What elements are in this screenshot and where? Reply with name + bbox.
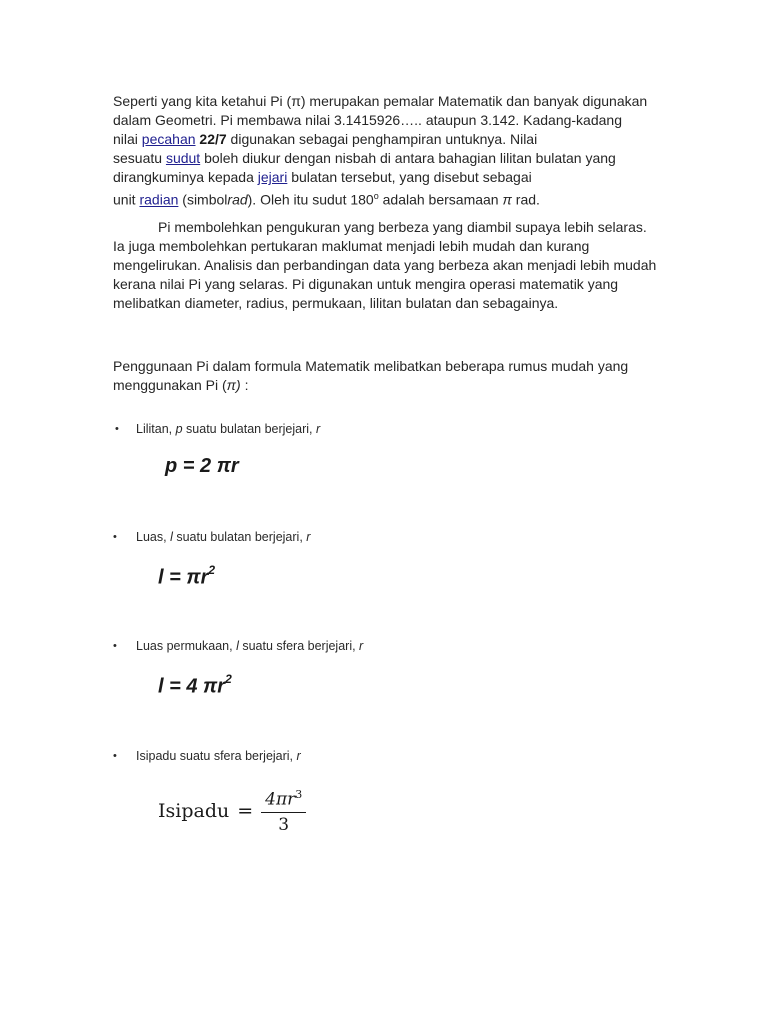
fraction	[261, 788, 306, 835]
numerator-text: 4πr	[265, 789, 296, 810]
var: p	[175, 422, 183, 436]
text: :	[240, 377, 249, 393]
degree-mark: o	[373, 191, 379, 201]
para1-line6	[113, 187, 540, 210]
text: Luas permukaan,	[136, 639, 237, 653]
text: dirangkuminya kepada	[113, 169, 258, 185]
text: suatu sfera berjejari,	[238, 639, 360, 653]
text: ). Oleh itu sudut 180	[247, 191, 374, 208]
bullet-icon: •	[113, 640, 117, 652]
denominator: 3	[278, 814, 290, 835]
exponent: 2	[208, 563, 216, 577]
pi-symbol: π	[502, 191, 512, 208]
var: r	[296, 749, 301, 763]
rad-symbol: rad	[227, 191, 248, 208]
var: l	[170, 530, 173, 544]
exponent: 3	[295, 788, 303, 801]
para2-line5: melibatkan diameter, radius, permukaan, lilitan bulatan dan sebagainya.	[113, 295, 559, 311]
link-pecahan[interactable]: pecahan	[141, 131, 196, 147]
text: (simbol	[178, 191, 228, 208]
bullet-label	[136, 638, 363, 654]
para2-line4: kerana nilai Pi yang selaras. Pi digunakan untuk mengira operasi matematik yang	[113, 276, 619, 292]
para1-line2: dalam Geometri. Pi membawa nilai 3.1415926….. ataupun 3.142. Kadang-kadang	[113, 112, 622, 128]
bullet-icon: •	[113, 531, 117, 543]
text: Isipadu suatu sfera berjejari,	[136, 749, 297, 763]
var: l	[236, 639, 239, 653]
formula-text: l = 4 πr	[158, 675, 226, 698]
formula-text: l = πr	[158, 566, 209, 589]
bullet-icon: •	[115, 423, 119, 435]
text: menggunakan Pi (	[113, 377, 227, 393]
text: nilai	[113, 131, 142, 147]
text: Luas,	[136, 530, 171, 544]
fraction-value: 22/7	[195, 131, 227, 147]
bullet-icon: •	[113, 750, 117, 762]
para3-line2	[113, 376, 248, 395]
link-sudut[interactable]: sudut	[165, 150, 201, 166]
text: sesuatu	[113, 150, 166, 166]
text: Lilitan,	[136, 422, 176, 436]
para2-line1: Pi membolehkan pengukuran yang berbeza yang diambil supaya lebih selaras.	[158, 219, 647, 235]
para1-line4	[113, 149, 616, 168]
text: unit	[113, 191, 140, 208]
text: digunakan sebagai penghampiran untuknya. Nilai	[226, 131, 538, 147]
bullet-label	[136, 529, 310, 545]
formula-word: Isipadu	[158, 800, 230, 823]
para2-line3: mengelirukan. Analisis dan perbandingan data yang berbeza akan menjadi lebih mudah	[113, 257, 657, 273]
para3-line1: Penggunaan Pi dalam formula Matematik melibatkan beberapa rumus mudah yang	[113, 358, 629, 374]
var: r	[306, 530, 311, 544]
bullet-label	[136, 748, 301, 764]
formula-isipadu	[158, 788, 306, 835]
text: adalah bersamaan	[378, 191, 503, 208]
text: bulatan tersebut, yang disebut sebagai	[287, 169, 532, 185]
numerator	[261, 788, 306, 813]
para1-line1: Seperti yang kita ketahui Pi (π) merupakan pemalar Matematik dan banyak digunakan	[113, 93, 648, 109]
var: r	[315, 422, 321, 436]
exponent: 2	[225, 672, 232, 686]
bullet-label	[136, 421, 320, 437]
para1-line5	[113, 168, 532, 187]
pi-symbol: π)	[226, 377, 241, 393]
link-jejari[interactable]: jejari	[257, 169, 288, 185]
text: suatu bulatan berjejari,	[172, 530, 307, 544]
var: r	[359, 639, 364, 653]
link-radian[interactable]: radian	[139, 191, 179, 208]
text: boleh diukur dengan nisbah di antara bahagian lilitan bulatan yang	[200, 150, 616, 166]
formula-lilitan: p = 2 πr	[165, 455, 239, 477]
formula-luas	[158, 565, 215, 590]
formula-luas-permukaan	[158, 674, 232, 699]
text: rad.	[511, 191, 540, 208]
equals-sign: =	[237, 800, 254, 823]
text: suatu bulatan berjejari,	[182, 422, 316, 436]
para2-line2: Ia juga membolehkan pertukaran maklumat menjadi lebih mudah dan kurang	[113, 238, 590, 254]
para1-line3	[113, 130, 537, 149]
